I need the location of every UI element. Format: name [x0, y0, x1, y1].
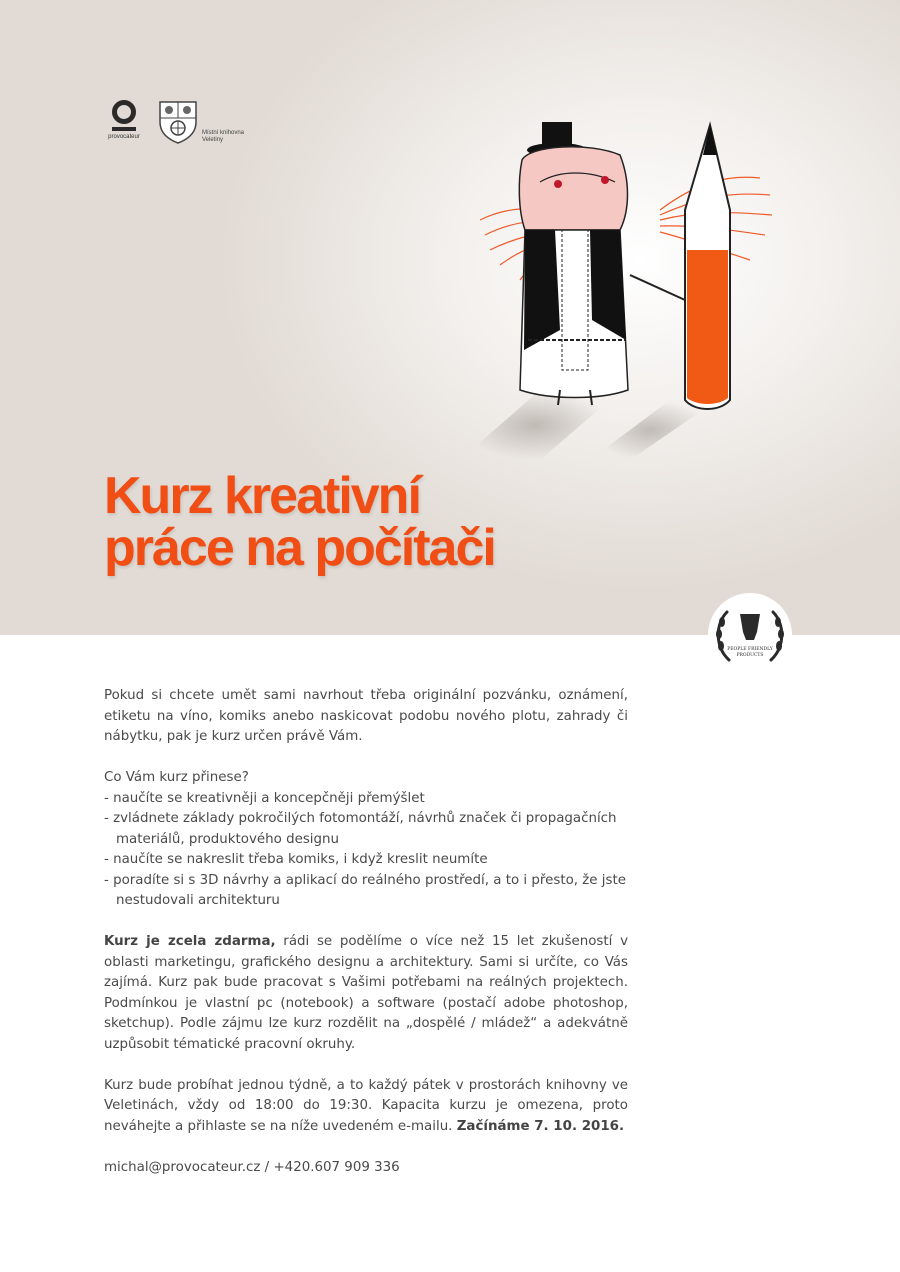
hero-section [0, 0, 900, 635]
schedule-paragraph [104, 1076, 628, 1138]
provocateur-logo [104, 100, 144, 140]
people-friendly-products-badge [707, 592, 793, 678]
title-line-2: práce na počítači [104, 519, 495, 577]
contact-separator: / [260, 1159, 274, 1175]
benefits-heading: Co Vám kurz přinese? [104, 770, 249, 785]
contact-line [104, 1158, 628, 1179]
provocateur-logo-text: provocateur [108, 134, 140, 140]
angel-character-illustration [480, 100, 780, 460]
schedule-text: Kurz bude probíhat jednou týdně, a to každý pátek v prostorách knihovny ve Veletinách, vždy od 18:00 do 19:30. Kapacita kurzu je omezena, proto neváhejte a přihlaste se na níže uvedeném e-mailu. [104, 1077, 628, 1134]
page-title [104, 467, 495, 577]
free-text: rádi se podělíme o více než 15 let zkušeností v oblasti marketingu, grafického designu a architektury. Sami si určíte, co Vás zajímá. Kurz pak bude pracovat s Vašimi potřebami na reálných projektech. Podmínkou je vlastní pc (notebook) a software (postačí adobe photoshop, sketchup). Podle zájmu lze kurz rozdělit na „dospělé / mládež“ a adekvátně uzpůsobit tématické pracovní okruhy. [104, 934, 628, 1052]
intro-paragraph: Pokud si chcete umět sami navrhout třeba originální pozvánku, oznámení, etiketu na víno, komiks anebo naskicovat podobu nového plotu, zahrady či nábytku, pak je kurz určen právě Vám. [104, 688, 628, 744]
benefit-item: - zvládnete základy pokročilých fotomontáží, návrhů značek či propagačních materiálů, produktového designu [104, 811, 617, 847]
library-town: Veletiny [202, 137, 224, 143]
library-name: Místní knihovna [202, 130, 245, 136]
benefits-list [104, 789, 628, 912]
benefit-item: - naučíte se nakreslit třeba komiks, i když kreslit neumíte [104, 852, 488, 867]
coat-of-arms-icon [158, 100, 198, 144]
free-paragraph [104, 932, 628, 1055]
contact-phone[interactable]: +420.607 909 336 [273, 1159, 400, 1175]
title-line-1: Kurz kreativní [104, 467, 420, 525]
contact-email[interactable]: michal@provocateur.cz [104, 1159, 261, 1175]
badge-text-1: PEOPLE FRIENDLY [727, 647, 773, 652]
start-date: Začínáme 7. 10. 2016. [456, 1118, 625, 1134]
course-description [104, 686, 628, 1178]
free-highlight: Kurz je zcela zdarma, [104, 934, 276, 949]
badge-text-2: PRODUCTS [736, 653, 764, 658]
library-logo [158, 100, 244, 144]
benefit-item: - naučíte se kreativněji a koncepčněji přemýšlet [104, 790, 425, 806]
benefit-item: - poradíte si s 3D návrhy a aplikací do reálného prostředí, a to i přesto, že jste nestudovali architekturu [104, 872, 626, 908]
